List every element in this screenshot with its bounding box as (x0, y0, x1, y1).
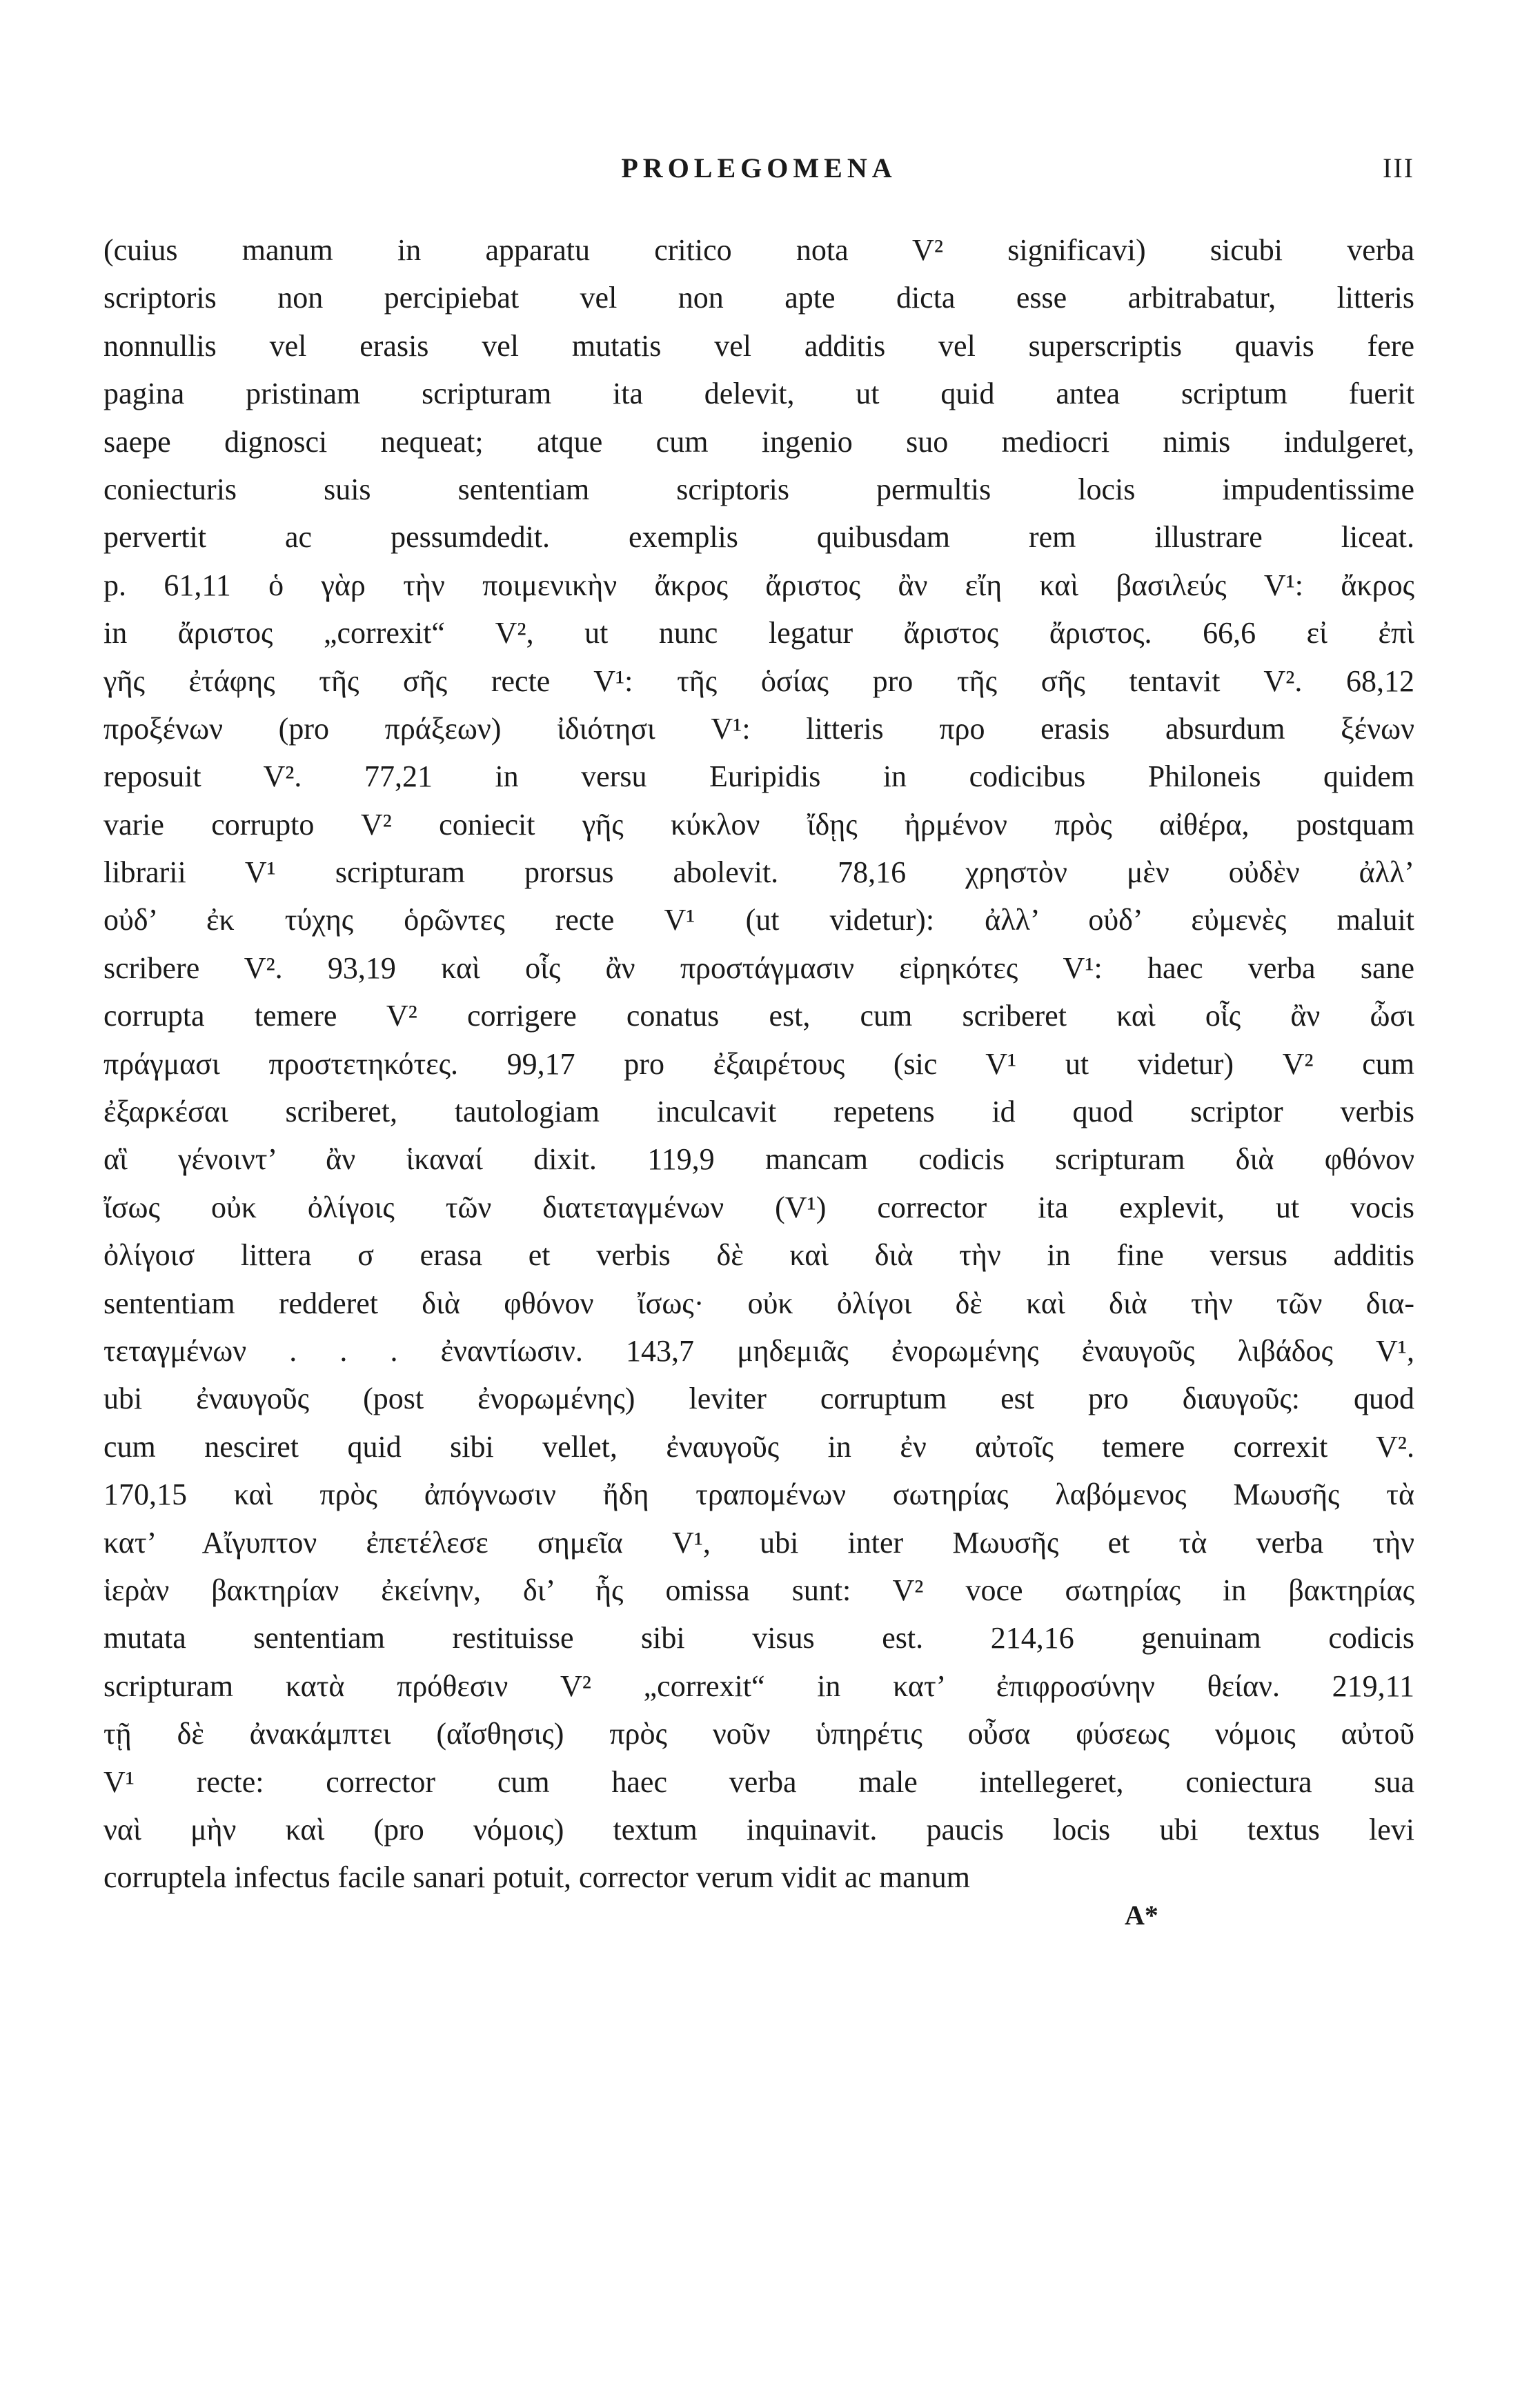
text-line: τῇ δὲ ἀνακάμπτει (αἴσθησις) πρὸς νοῦν ὑπηρέτις οὖσα φύσεως νόμοις αὐτοῦ (103, 1717, 1414, 1751)
text-line: τεταγμένων . . . ἐναντίωσιν. 143,7 μηδεμιᾶς ἐνορωμένης ἐναυγοῦς λιβάδος V¹, (103, 1333, 1414, 1368)
text-line: scribere V². 93,19 καὶ οἷς ἂν προστάγμασιν εἰρηκότες V¹: haec verba sane (103, 951, 1414, 985)
signature-mark: A* (1125, 1899, 1158, 1931)
page (103, 152, 1414, 1929)
text-line: corrupta temere V² corrigere conatus est, cum scriberet καὶ οἷς ἂν ὦσι (103, 999, 1414, 1033)
text-line: saepe dignosci nequeat; atque cum ingenio suo mediocri nimis indulgeret, (103, 424, 1414, 459)
text-line: οὐδ’ ἐκ τύχης ὁρῶντες recte V¹ (ut videtur): ἀλλ’ οὐδ’ εὐμενὲς maluit (103, 903, 1414, 937)
text-line: ἴσως οὐκ ὀλίγοις τῶν διατεταγμένων (V¹) corrector ita explevit, ut vocis (103, 1190, 1414, 1224)
text-line: V¹ recte: corrector cum haec verba male intellegeret, coniectura sua (103, 1764, 1414, 1799)
text-line: αἳ γένοιντ’ ἂν ἱκαναί dixit. 119,9 mancam codicis scripturam διὰ φθόνον (103, 1142, 1414, 1177)
text-line: cum nesciret quid sibi vellet, ἐναυγοῦς in ἐν αὐτοῖς temere correxit V². (103, 1429, 1414, 1464)
text-line: varie corrupto V² coniecit γῆς κύκλον ἴδῃς ἠρμένον πρὸς αἰθέρα, postquam (103, 807, 1414, 842)
text-line: πράγμασι προστετηκότες. 99,17 pro ἐξαιρέτους (sic V¹ ut videtur) V² cum (103, 1046, 1414, 1081)
text-line: ναὶ μὴν καὶ (pro νόμοις) textum inquinavit. paucis locis ubi textus levi (103, 1812, 1414, 1847)
running-title: PROLEGOMENA (621, 152, 897, 183)
text-line: κατ’ Αἴγυπτον ἐπετέλεσε σημεῖα V¹, ubi inter Μωυσῆς et τὰ verba τὴν (103, 1525, 1414, 1560)
page-number: III (1383, 152, 1414, 183)
text-line: ὀλίγοισ littera σ erasa et verbis δὲ καὶ διὰ τὴν in fine versus additis (103, 1238, 1414, 1273)
text-line: προξένων (pro πράξεων) ἰδιότησι V¹: litteris προ erasis absurdum ξένων (103, 711, 1414, 746)
text-line: coniecturis suis sententiam scriptoris permultis locis impudentissime (103, 472, 1414, 506)
text-line: γῆς ἐτάφης τῆς σῆς recte V¹: τῆς ὁσίας pro τῆς σῆς tentavit V². 68,12 (103, 664, 1414, 698)
text-line: scriptoris non percipiebat vel non apte dicta esse arbitrabatur, litteris (103, 281, 1414, 315)
text-line: scripturam κατὰ πρόθεσιν V² „correxit“ in κατ’ ἐπιφροσύνην θείαν. 219,11 (103, 1669, 1414, 1703)
text-line: nonnullis vel erasis vel mutatis vel additis vel superscriptis quavis fere (103, 328, 1414, 363)
text-line: reposuit V². 77,21 in versu Euripidis in codicibus Philoneis quidem (103, 759, 1414, 794)
running-head (103, 152, 1414, 200)
text-line: mutata sententiam restituisse sibi visus est. 214,16 genuinam codicis (103, 1621, 1414, 1655)
text-line: ἐξαρκέσαι scriberet, tautologiam inculcavit repetens id quod scriptor verbis (103, 1095, 1414, 1129)
text-line: ubi ἐναυγοῦς (post ἐνορωμένης) leviter corruptum est pro διαυγοῦς: quod (103, 1382, 1414, 1416)
text-line: pervertit ac pessumdedit. exemplis quibusdam rem illustrare liceat. (103, 520, 1414, 555)
body-text (103, 226, 1414, 1902)
text-line: corruptela infectus facile sanari potuit, corrector verum vidit ac manum (103, 1860, 970, 1895)
text-line: p. 61,11 ὁ γὰρ τὴν ποιμενικὴν ἄκρος ἄριστος ἂν εἴη καὶ βασιλεύς V¹: ἄκρος (103, 568, 1414, 602)
text-line: librarii V¹ scripturam prorsus abolevit. 78,16 χρηστὸν μὲν οὐδὲν ἀλλ’ (103, 855, 1414, 890)
text-line: in ἄριστος „correxit“ V², ut nunc legatur ἄριστος ἄριστος. 66,6 εἰ ἐπὶ (103, 616, 1414, 650)
text-line: 170,15 καὶ πρὸς ἀπόγνωσιν ἤδη τραπομένων σωτηρίας λαβόμενος Μωυσῆς τὰ (103, 1477, 1414, 1512)
text-line: pagina pristinam scripturam ita delevit, ut quid antea scriptum fuerit (103, 377, 1414, 411)
text-line: ἱερὰν βακτηρίαν ἐκείνην, δι’ ἧς omissa sunt: V² voce σωτηρίας in βακτηρίας (103, 1573, 1414, 1607)
text-line: sententiam redderet διὰ φθόνον ἴσως· οὐκ ὀλίγοι δὲ καὶ διὰ τὴν τῶν δια- (103, 1286, 1414, 1320)
text-line: (cuius manum in apparatu critico nota V² significavi) sicubi verba (103, 233, 1414, 267)
